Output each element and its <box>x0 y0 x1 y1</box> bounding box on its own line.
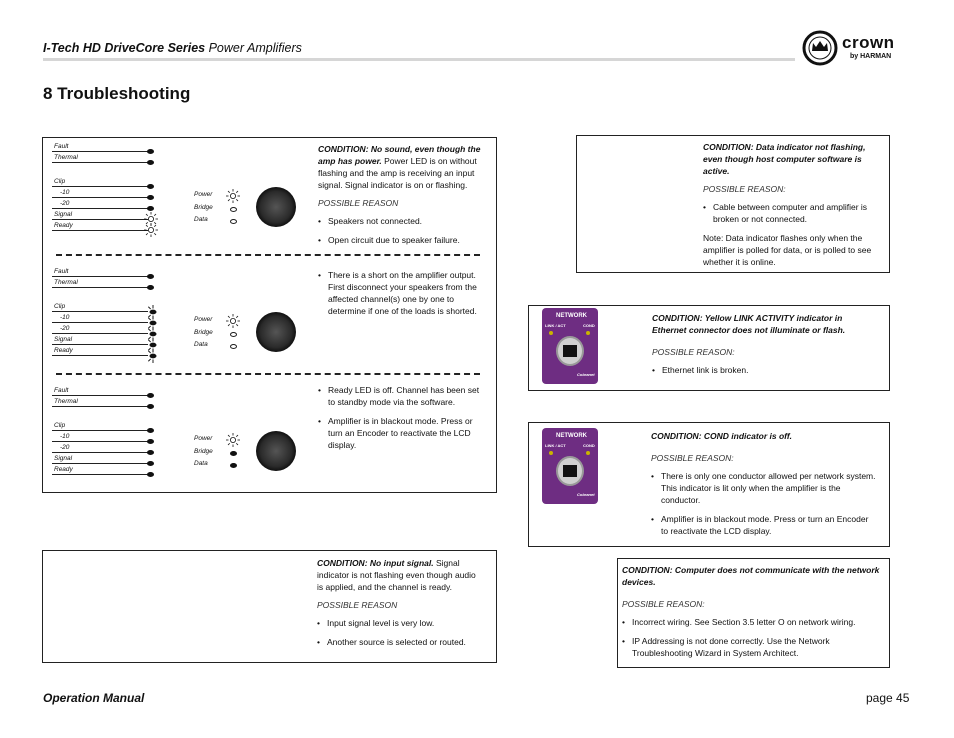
list-item: • Ready LED is off. Channel has been set to standby mode via the software. <box>318 384 483 408</box>
encoder-knob <box>256 312 296 352</box>
indicator-label: Thermal <box>54 154 78 161</box>
list-item: • Another source is selected or routed. <box>317 636 482 648</box>
possible-reason-label: POSSIBLE REASON: <box>622 599 705 609</box>
network-title: NETWORK <box>556 313 587 319</box>
condition-title: CONDITION: COND indicator is off. <box>651 431 793 441</box>
indicator-label: Fault <box>54 387 69 394</box>
condition-description: Signal indicator is not flashing even though audio is applied, and the channel is ready. <box>317 558 476 592</box>
list-item: • Incorrect wiring. See Section 3.5 letter O on network wiring. <box>622 616 882 628</box>
condition-text <box>318 269 483 324</box>
indicator-leader-line <box>52 474 148 475</box>
condition-title: CONDITION: Data indicator not flashing, even though host computer software is active. <box>703 142 866 176</box>
indicator-led <box>147 393 154 398</box>
possible-reason-label: POSSIBLE REASON <box>317 600 398 610</box>
link-act-label: LINK / ACT <box>545 323 566 328</box>
indicator-label: Thermal <box>54 398 78 405</box>
crown-emblem-icon <box>802 30 838 66</box>
brand-name: crown <box>842 33 895 52</box>
indicator-label: Thermal <box>54 279 78 286</box>
indicator-led <box>147 404 154 409</box>
indicator-led <box>147 160 154 165</box>
indicator-label: Data <box>194 460 208 467</box>
crown-logo <box>802 30 912 66</box>
indicator-label: Bridge <box>194 329 213 336</box>
indicator-label: Ready <box>54 466 73 473</box>
indicator-leader-line <box>52 430 148 431</box>
indicator-led <box>147 274 154 279</box>
indicator-label: Data <box>194 341 208 348</box>
possible-reason-label: POSSIBLE REASON: <box>703 184 786 194</box>
indicator-label: Clip <box>54 303 66 310</box>
document-header <box>43 41 302 55</box>
indicator-led-off <box>230 219 237 224</box>
list-item: • Speakers not connected. <box>318 215 488 227</box>
reason-list <box>703 201 879 225</box>
indicator-led <box>147 439 154 444</box>
flashing-led-icon <box>226 314 240 328</box>
encoder-knob <box>256 431 296 471</box>
indicator-label: Bridge <box>194 448 213 455</box>
reason-list <box>652 364 877 376</box>
page-number: page 45 <box>866 691 910 705</box>
condition-title: CONDITION: No input signal. <box>317 558 434 568</box>
condition-title: CONDITION: Yellow LINK ACTIVITY indicator in Ethernet connector does not illuminate or flash. <box>652 313 846 335</box>
condition-text <box>318 384 483 458</box>
indicator-led <box>147 428 154 433</box>
possible-reason-label: POSSIBLE REASON: <box>652 347 735 357</box>
list-item: • Input signal level is very low. <box>317 617 482 629</box>
network-connector-panel <box>542 308 598 384</box>
ethernet-socket <box>563 345 577 357</box>
condition-text <box>317 557 482 655</box>
condition-title: CONDITION: No sound, even though the amp has power. <box>318 144 481 166</box>
list-item: • Amplifier is in blackout mode. Press or turn an Encoder to reactivate the LCD display. <box>651 513 876 537</box>
indicator-leader-line <box>52 287 148 288</box>
list-item: • IP Addressing is not done correctly. Use the Network Troubleshooting Wizard in System Architect. <box>622 635 882 659</box>
indicator-label: Signal <box>54 455 73 462</box>
indicator-leader-line <box>52 151 148 152</box>
list-item: • Amplifier is in blackout mode. Press or turn an Encoder to reactivate the LCD display. <box>318 415 483 451</box>
indicator-label: Ready <box>54 222 73 229</box>
footer-left: Operation Manual <box>43 691 145 705</box>
reason-list <box>318 384 483 451</box>
condition-text <box>318 143 488 253</box>
indicator-leader-line <box>52 441 148 442</box>
indicator-label: Power <box>194 191 213 198</box>
reason-list <box>318 215 488 246</box>
indicator-label: -10 <box>60 314 70 321</box>
network-title: NETWORK <box>556 433 587 439</box>
indicator-leader-line <box>52 208 148 209</box>
indicator-label: -20 <box>60 444 70 451</box>
indicator-leader-line <box>52 463 148 464</box>
dashed-divider <box>56 254 480 256</box>
cond-led <box>586 451 590 455</box>
indicator-label: Clip <box>54 178 66 185</box>
half-flicker-led-icon <box>146 349 160 363</box>
cond-label: COND <box>583 323 595 328</box>
cond-label: COND <box>583 443 595 448</box>
indicator-label: Signal <box>54 211 73 218</box>
indicator-label: Fault <box>54 268 69 275</box>
possible-reason-label: POSSIBLE REASON <box>318 198 399 208</box>
section-title: 8 Troubleshooting <box>43 84 191 103</box>
list-item: • Cable between computer and amplifier is broken or not connected. <box>703 201 879 225</box>
indicator-leader-line <box>52 230 148 231</box>
network-connector-panel <box>542 428 598 504</box>
indicator-label: Power <box>194 435 213 442</box>
link-led <box>549 451 553 455</box>
possible-reason-label: POSSIBLE REASON: <box>651 453 734 463</box>
indicator-label: -20 <box>60 325 70 332</box>
indicator-label: -10 <box>60 433 70 440</box>
indicator-label: Bridge <box>194 204 213 211</box>
ethernet-socket <box>563 465 577 477</box>
link-led <box>549 331 553 335</box>
flashing-led-icon <box>226 189 240 203</box>
indicator-leader-line <box>52 395 148 396</box>
indicator-leader-line <box>52 186 148 187</box>
indicator-label: Power <box>194 316 213 323</box>
ethernet-port-icon <box>556 336 584 366</box>
indicator-led <box>230 451 237 456</box>
indicator-leader-line <box>52 452 148 453</box>
cond-led <box>586 331 590 335</box>
series-subtitle: Power Amplifiers <box>205 41 302 55</box>
indicator-led <box>230 463 237 468</box>
indicator-label: Data <box>194 216 208 223</box>
cobranet-label: Cobranet <box>577 492 595 497</box>
indicator-leader-line <box>52 333 148 334</box>
reason-list <box>318 269 483 317</box>
indicator-led <box>147 450 154 455</box>
indicator-led <box>147 472 154 477</box>
indicator-led-off <box>230 344 237 349</box>
condition-text <box>622 564 882 666</box>
dashed-divider <box>56 373 480 375</box>
indicator-leader-line <box>52 219 148 220</box>
indicator-led <box>147 184 154 189</box>
condition-text <box>703 141 879 268</box>
indicator-led <box>147 195 154 200</box>
indicator-led <box>147 461 154 466</box>
note-text: Note: Data indicator flashes only when the amplifier is polled for data, or is polled to see whether it is online. <box>703 233 872 267</box>
cobranet-label: Cobranet <box>577 372 595 377</box>
indicator-led-off <box>230 332 237 337</box>
indicator-label: Ready <box>54 347 73 354</box>
indicator-leader-line <box>52 355 148 356</box>
flashing-led-icon <box>144 223 158 237</box>
indicator-leader-line <box>52 276 148 277</box>
condition-text <box>652 312 877 383</box>
list-item: • There is only one conductor allowed per network system. This indicator is lit only when the amplifier is the conductor. <box>651 470 876 506</box>
indicator-led <box>147 285 154 290</box>
reason-list <box>622 616 882 659</box>
encoder-knob <box>256 187 296 227</box>
indicator-label: Signal <box>54 336 73 343</box>
indicator-leader-line <box>52 311 148 312</box>
indicator-label: -10 <box>60 189 70 196</box>
series-name: I-Tech HD DriveCore Series <box>43 41 206 55</box>
indicator-leader-line <box>52 344 148 345</box>
indicator-leader-line <box>52 406 148 407</box>
indicator-leader-line <box>52 197 148 198</box>
indicator-leader-line <box>52 322 148 323</box>
reason-list <box>651 470 876 537</box>
list-item: • Open circuit due to speaker failure. <box>318 234 488 246</box>
flashing-led-icon <box>226 433 240 447</box>
condition-text <box>651 430 876 544</box>
condition-description: Power LED is on without flashing and the amp is receiving an input signal. Signal indicator is on or flashing. <box>318 156 477 190</box>
brand-sub: by HARMAN <box>850 53 892 60</box>
list-item: • There is a short on the amplifier output. First disconnect your speakers from the affected channel(s) one by one to determine if one of the loads is shorted. <box>318 269 483 317</box>
link-act-label: LINK / ACT <box>545 443 566 448</box>
header-rule <box>43 58 795 61</box>
indicator-led-off <box>230 207 237 212</box>
indicator-label: Fault <box>54 143 69 150</box>
reason-list <box>317 617 482 648</box>
indicator-led <box>147 149 154 154</box>
indicator-leader-line <box>52 162 148 163</box>
indicator-label: -20 <box>60 200 70 207</box>
ethernet-port-icon <box>556 456 584 486</box>
condition-title: CONDITION: Computer does not communicate with the network devices. <box>622 565 880 587</box>
indicator-label: Clip <box>54 422 66 429</box>
list-item: • Ethernet link is broken. <box>652 364 877 376</box>
indicator-led <box>147 206 154 211</box>
